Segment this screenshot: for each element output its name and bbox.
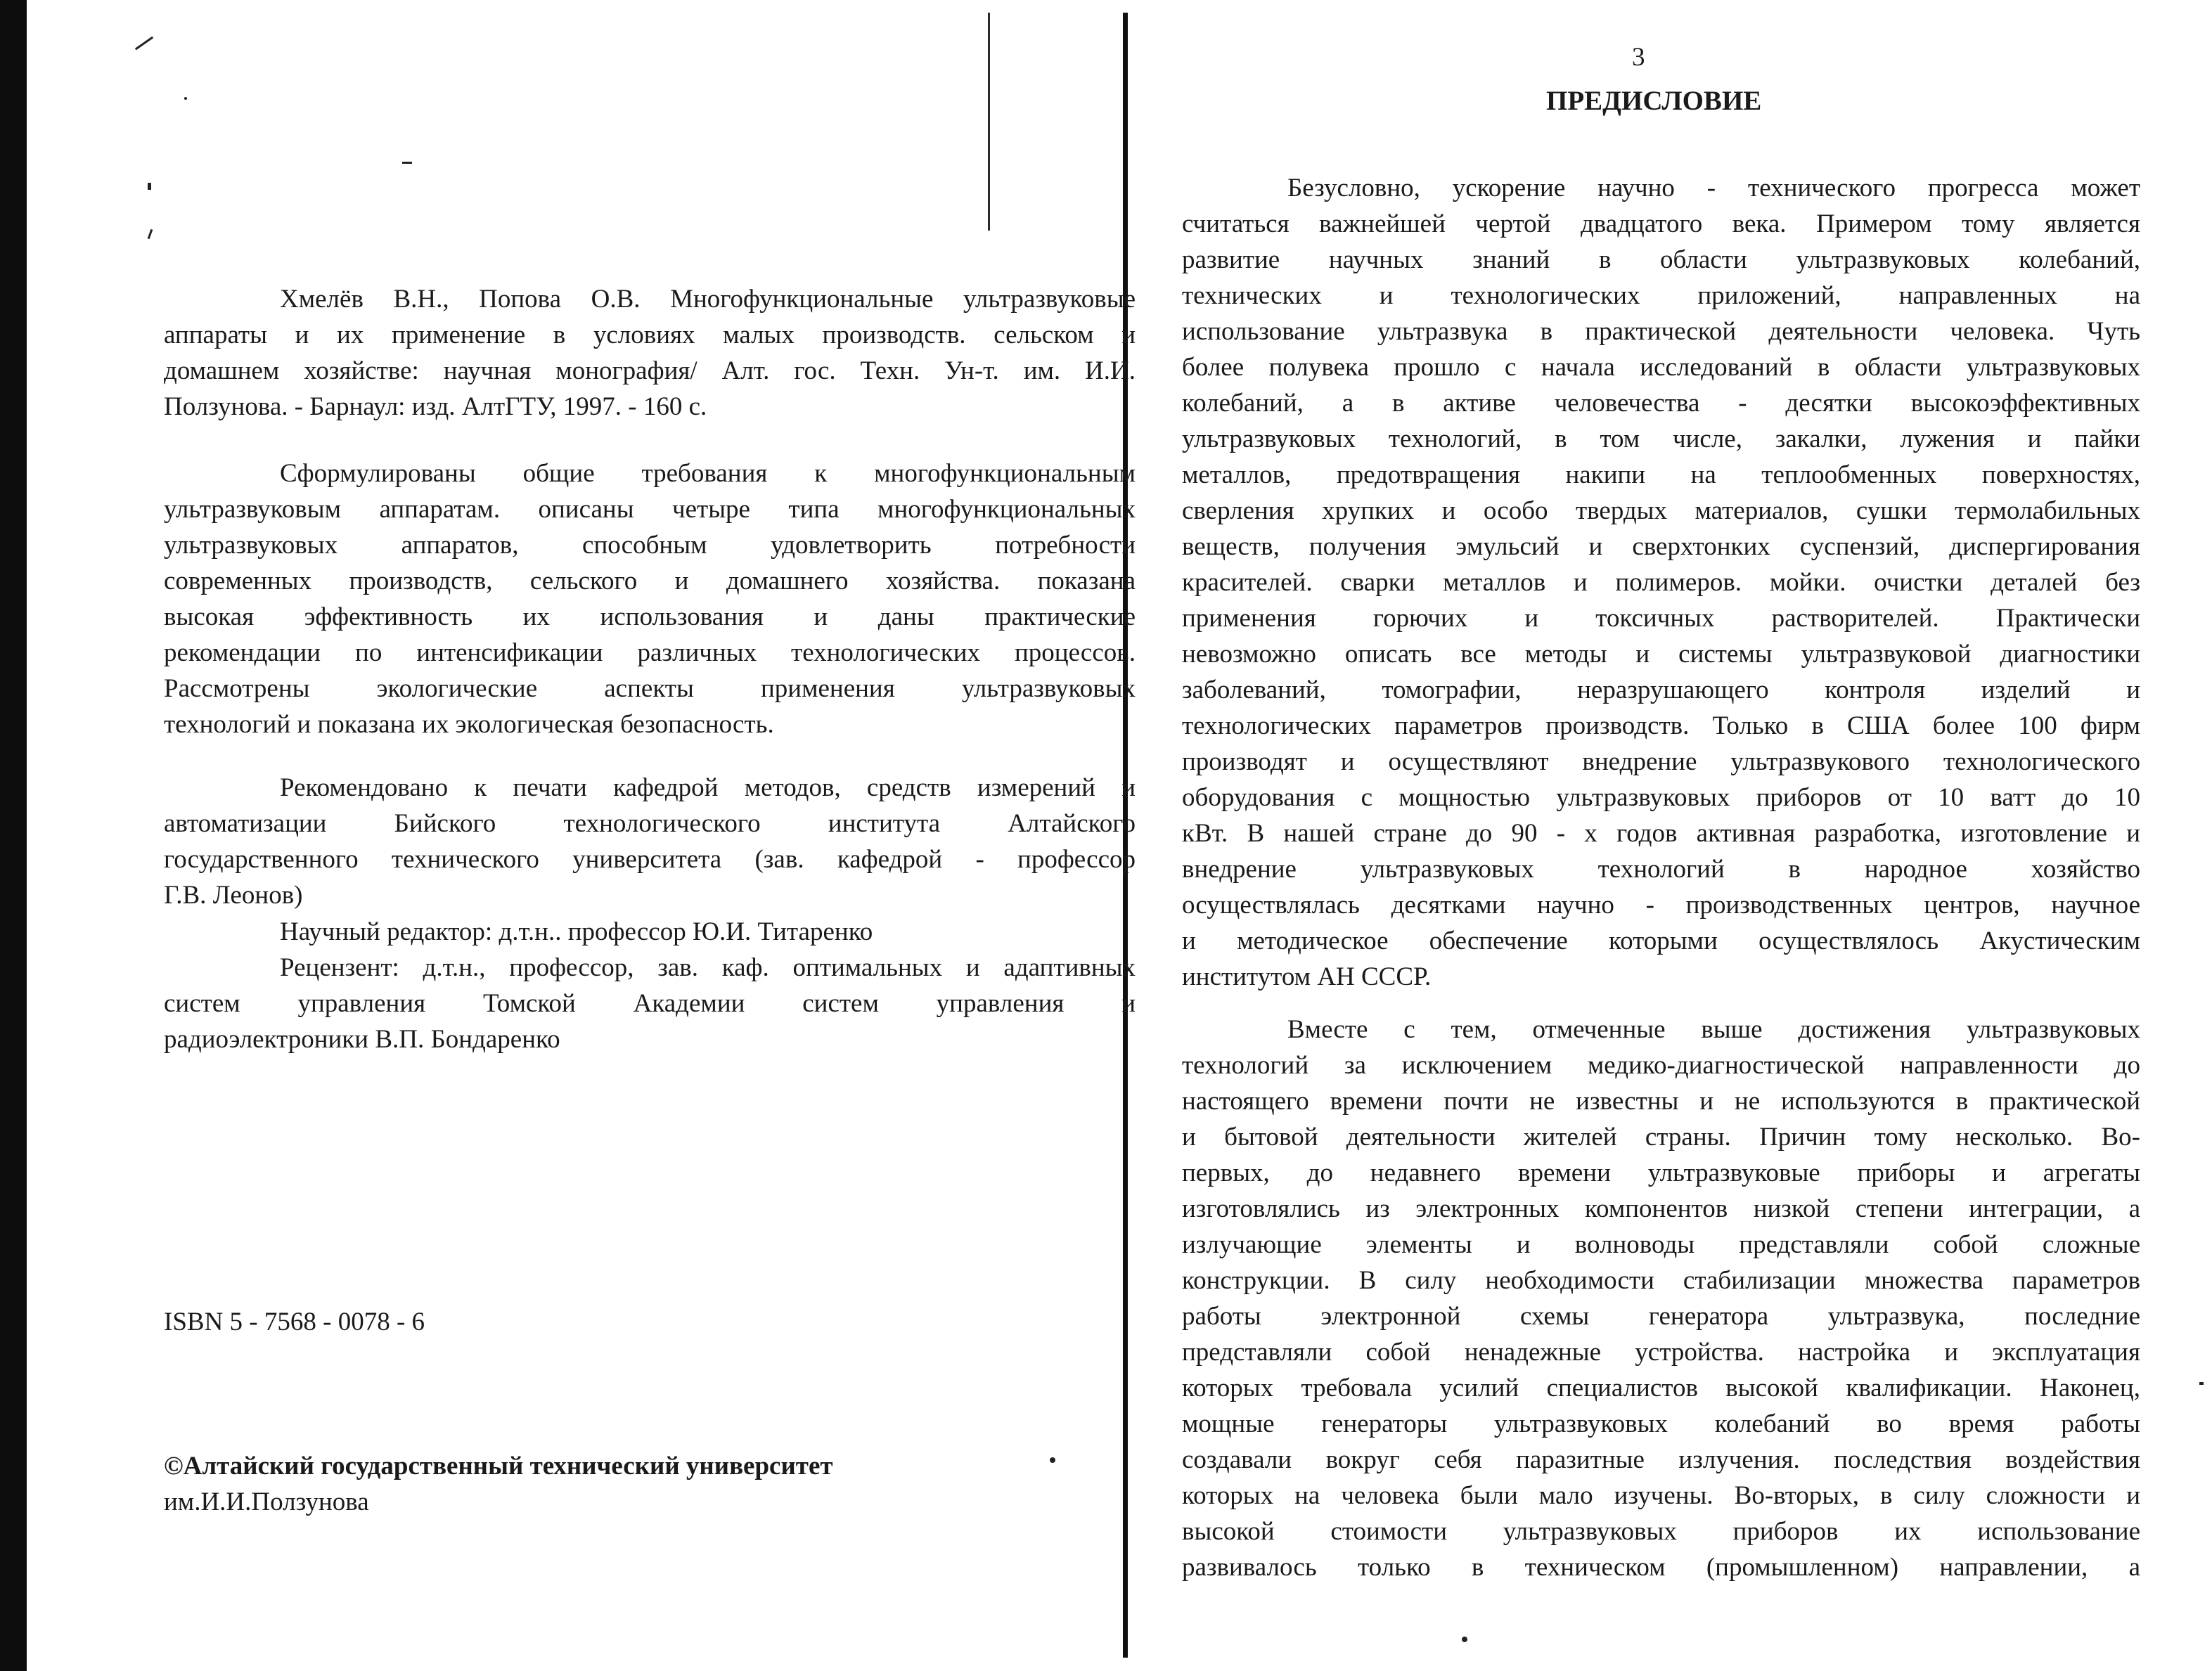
text-line: заболеваний, томографии, неразрушающего контроля изделий и xyxy=(1182,676,2140,704)
copyright xyxy=(164,1448,1008,1520)
text-line: современных производств, сельского и домашнего хозяйства. показана xyxy=(164,567,1136,595)
text-line: мощные генераторы ультразвуковых колебаний во время работы xyxy=(1182,1409,2140,1438)
text-line: сверления хрупких и особо твердых материалов, сушки термолабильных xyxy=(1182,496,2140,525)
text-line: применения горючих и токсичных растворителей. Практически xyxy=(1182,604,2140,633)
text-line: и методическое обеспечение которыми осуществлялось Акустическим xyxy=(1182,927,2140,955)
text-line: невозможно описать все методы и системы ультразвуковой диагностики xyxy=(1182,640,2140,669)
text-line: домашнем хозяйстве: научная монография/ Алт. гос. Техн. Ун-т. им. И.И. xyxy=(164,356,1136,385)
text-line: технологических параметров производств. Только в США более 100 фирм xyxy=(1182,711,2140,740)
copyright-holder: ©Алтайский государственный технический университет xyxy=(164,1452,833,1480)
text-line: которых требовала усилий специалистов высокой квалификации. Наконец, xyxy=(1182,1374,2140,1402)
text-line: оборудования с мощностью ультразвуковых приборов от 10 ватт до 10 xyxy=(1182,783,2140,812)
text-line: Рассмотрены экологические аспекты применения ультразвуковых xyxy=(164,674,1136,703)
right-page xyxy=(1128,0,2212,1671)
bibliographic-entry xyxy=(164,281,1136,425)
text-line: металлов, предотвращения накипи на теплообменных поверхностях, xyxy=(1182,460,2140,489)
page-number: 3 xyxy=(1632,43,1645,72)
isbn: ISBN 5 - 7568 - 0078 - 6 xyxy=(164,1308,425,1336)
text-line: излучающие элементы и волноводы представляли собой сложные xyxy=(1182,1230,2140,1259)
scientific-editor: Научный редактор: д.т.н.. профессор Ю.И. Титаренко xyxy=(280,917,873,946)
text-line: автоматизации Бийского технологического института Алтайского xyxy=(164,809,1136,838)
text-line: создавали вокруг себя паразитные излучения. последствия воздействия xyxy=(1182,1445,2140,1474)
text-line: представляли собой ненадежные устройства. настройка и эксплуатация xyxy=(1182,1338,2140,1367)
text-line: Г.В. Леонов) xyxy=(164,881,303,910)
text-line: и бытовой деятельности жителей страны. Причин тому несколько. Во- xyxy=(1182,1123,2140,1151)
scan-edge-shadow xyxy=(0,0,27,1671)
reviewer xyxy=(164,950,1136,1057)
text-line: Рецензент: д.т.н., профессор, зав. каф. оптимальных и адаптивных xyxy=(280,953,1136,982)
text-line: колебаний, а в активе человечества - десятки высокоэффективных xyxy=(1182,389,2140,418)
text-line: аппараты и их применение в условиях малых производств. сельском и xyxy=(164,321,1136,349)
text-line: осуществлялась десятками научно - производственных центров, научное xyxy=(1182,891,2140,920)
text-line: Сформулированы общие требования к многофункциональным xyxy=(280,459,1136,488)
text-line: первых, до недавнего времени ультразвуковые приборы и агрегаты xyxy=(1182,1159,2140,1187)
copyright-holder-name: им.И.И.Ползунова xyxy=(164,1488,369,1516)
text-line: рекомендации по интенсификации различных технологических процессов. xyxy=(164,638,1136,667)
text-line: настоящего времени почти не известны и не используются в практической xyxy=(1182,1087,2140,1116)
text-line: ультразвуковых аппаратов, способным удовлетворить потребности xyxy=(164,531,1136,560)
recommendation xyxy=(164,770,1136,913)
text-line: институтом АН СССР. xyxy=(1182,962,1432,991)
text-line: высокая эффективность их использования и даны практические xyxy=(164,602,1136,631)
preface-paragraph-1 xyxy=(1182,170,2140,995)
text-line: развивалось только в техническом (промышленном) направлении, а xyxy=(1182,1553,2140,1582)
text-line: Рекомендовано к печати кафедрой методов, средств измерений и xyxy=(280,773,1136,802)
text-line: технических и технологических приложений, направленных на xyxy=(1182,281,2140,310)
text-line: Безусловно, ускорение научно - технического прогресса может xyxy=(1287,174,2140,202)
page-title: ПРЕДИСЛОВИЕ xyxy=(1546,86,1762,116)
text-line: которых на человека были мало изучены. Во-вторых, в силу сложности и xyxy=(1182,1481,2140,1510)
left-page xyxy=(27,0,1136,1671)
text-line: красителей. сварки металлов и полимеров. мойки. очистки деталей без xyxy=(1182,568,2140,597)
text-line: веществ, получения эмульсий и сверхтонких суспензий, диспергирования xyxy=(1182,532,2140,561)
text-line: радиоэлектроники В.П. Бондаренко xyxy=(164,1025,560,1054)
text-line: государственного технического университета (зав. кафедрой - профессор xyxy=(164,845,1136,874)
text-line: работы электронной схемы генератора ультразвука, последние xyxy=(1182,1302,2140,1331)
text-line: внедрение ультразвуковых технологий в народное хозяйство xyxy=(1182,855,2140,884)
text-line: систем управления Томской Академии систем управления и xyxy=(164,989,1136,1018)
text-line: кВт. В нашей стране до 90 - х годов активная разработка, изготовление и xyxy=(1182,819,2140,848)
text-line: производят и осуществляют внедрение ультразвукового технологического xyxy=(1182,747,2140,776)
annotation xyxy=(164,456,1136,742)
text-line: Хмелёв В.Н., Попова О.В. Многофункциональные ультразвуковые xyxy=(280,285,1136,314)
text-line: ультразвуковым аппаратам. описаны четыре типа многофункциональных xyxy=(164,495,1136,524)
text-line: технологий и показана их экологическая безопасность. xyxy=(164,710,774,739)
text-line: более полувека прошло с начала исследований в области ультразвуковых xyxy=(1182,353,2140,382)
text-line: высокой стоимости ультразвуковых приборов их использование xyxy=(1182,1517,2140,1546)
text-line: ультразвуковых технологий, в том числе, закалки, лужения и пайки xyxy=(1182,425,2140,453)
text-line: считаться важнейшей чертой двадцатого века. Примером тому является xyxy=(1182,209,2140,238)
text-line: конструкции. В силу необходимости стабилизации множества параметров xyxy=(1182,1266,2140,1295)
text-line: развитие научных знаний в области ультразвуковых колебаний, xyxy=(1182,245,2140,274)
text-line: Ползунова. - Барнаул: изд. АлтГТУ, 1997. - 160 с. xyxy=(164,392,707,421)
preface-paragraph-2 xyxy=(1182,1012,2140,1585)
text-line: технологий за исключением медико-диагностической направленности до xyxy=(1182,1051,2140,1080)
text-line: использование ультразвука в практической деятельности человека. Чуть xyxy=(1182,317,2140,346)
text-line: Вместе с тем, отмеченные выше достижения ультразвуковых xyxy=(1287,1015,2140,1044)
text-line: изготовлялись из электронных компонентов низкой степени интеграции, а xyxy=(1182,1194,2140,1223)
